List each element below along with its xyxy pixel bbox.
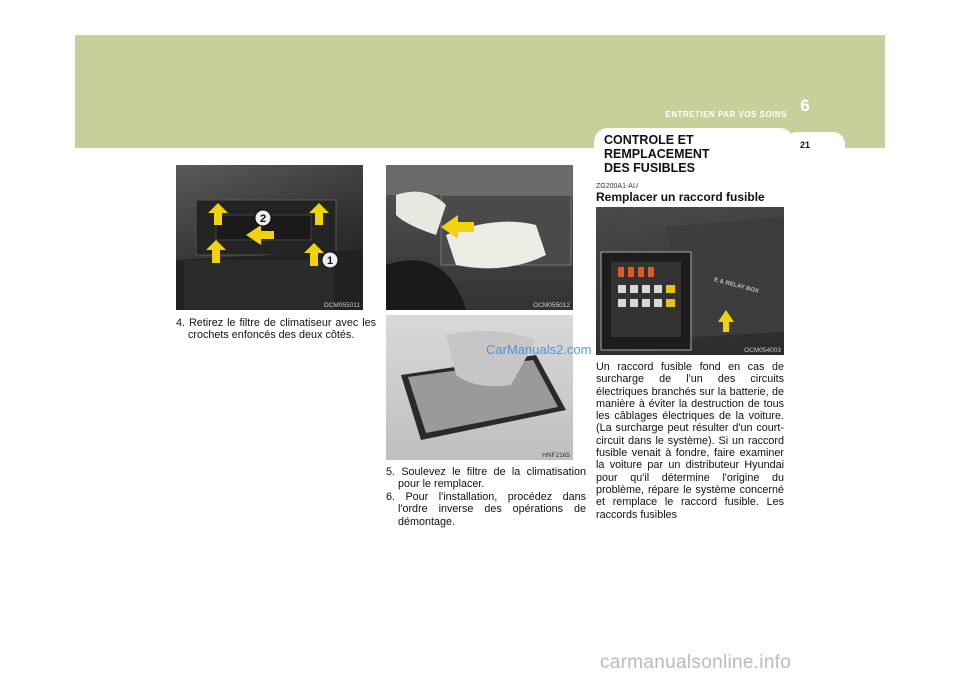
section-subheading: Remplacer un raccord fusible: [596, 190, 765, 204]
photo-illustration: [386, 165, 573, 310]
figure-caption: HNF2165: [542, 452, 570, 459]
figure-caption: OCM054003: [744, 347, 781, 354]
figure-caption: OCM055012: [533, 302, 570, 309]
photo-filter-housing: [176, 165, 363, 310]
figure-caption: OCM055011: [323, 302, 360, 309]
watermark-footer: carmanualsonline.info: [600, 652, 792, 673]
chapter-number: 6: [800, 96, 810, 115]
photo-filter-removal: [386, 165, 573, 310]
photo-illustration: [596, 207, 784, 355]
photo-fuse-box: [596, 207, 784, 355]
page-number: 21: [799, 140, 810, 150]
step-4: 4. Retirez le filtre de climatiseur avec les crochets enfoncés des deux côtés.: [176, 317, 376, 342]
section-title: CONTROLE ET REMPLACEMENT DES FUSIBLES: [604, 133, 710, 175]
photo-illustration: [386, 315, 573, 460]
chapter-title: ENTRETIEN PAR VOS SOINS: [665, 110, 787, 119]
step-5: 5. Soulevez le filtre de la climatisation pour le remplacer.: [386, 466, 586, 491]
section-code: ZG200A1-AU: [596, 183, 639, 190]
callout-1: 1: [326, 255, 334, 267]
body-text: Un raccord fusible fond en cas de surcharge de l'un des circuits électriques branchés sur la batterie, de manière à éviter la destruction de tous les câblages électriques de la voiture. (La surcharge peut résulter d'un court-circuit dans le système). Si un raccord fusible venait à fondre, faire examiner la voiture par un distributeur Hyundai pour qu'il détermine l'origine du problème, répare le système concerné et remplace le raccord fusible. Les raccords fusibles: [596, 361, 784, 521]
step-6: 6. Pour l'installation, procédez dans l'ordre inverse des opérations de démontage.: [386, 491, 586, 528]
watermark-middle: CarManuals2.com: [486, 342, 592, 357]
photo-illustration: [176, 165, 363, 310]
photo-filter-element: [386, 315, 573, 460]
fuse-box-label: E & RELAY BOX: [713, 277, 760, 295]
callout-2: 2: [259, 213, 267, 225]
